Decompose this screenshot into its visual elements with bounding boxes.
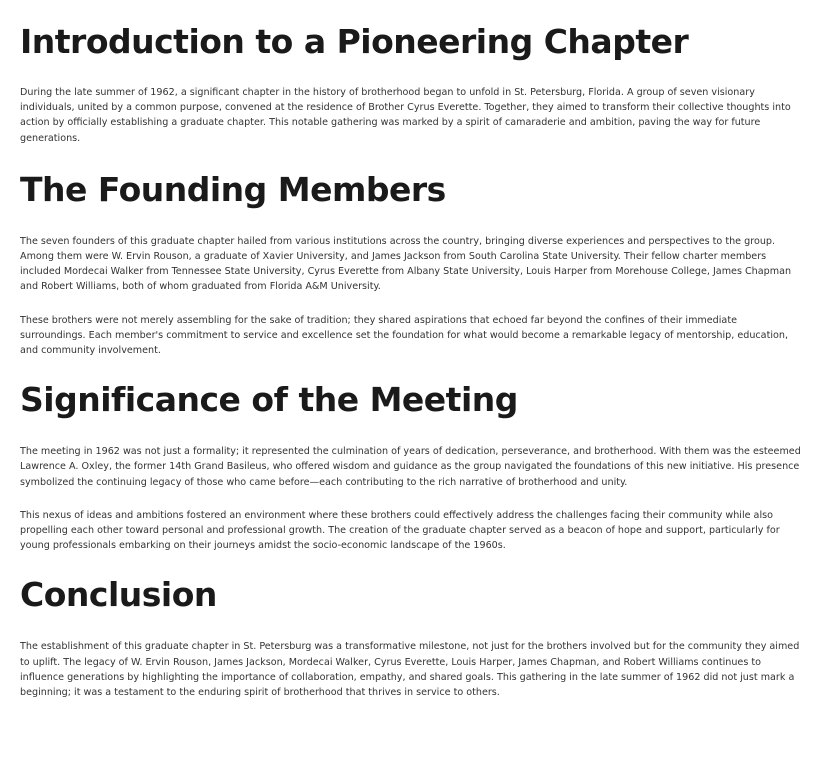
article	[0, 22, 825, 700]
paragraph-founding-members-1: The seven founders of this graduate chapter hailed from various institutions across the country, bringing diverse experiences and perspectives to the group. Among them were W. Ervin Rouson, a graduate of Xavier University, and James Jackson from South Carolina State University. Their fellow charter members included Mordecai Walker from Tennessee State University, Cyrus Everette from Albany State University, Louis Harper from Morehouse College, James Chapman and Robert Williams, both of whom graduated from Florida A&M University.	[20, 235, 792, 293]
section-heading-conclusion: Conclusion	[20, 575, 217, 615]
paragraph-founding-members-2: These brothers were not merely assembling for the sake of tradition; they shared aspirations that echoed far beyond the confines of their immediate surroundings. Each member's commitment to service and excellence set the foundation for what would become a remarkable legacy of mentorship, education, and community involvement.	[20, 314, 788, 357]
paragraph-significance-2: This nexus of ideas and ambitions fostered an environment where these brothers could effectively address the challenges facing their community while also propelling each other toward personal and professional growth. The creation of the graduate chapter served as a beacon of hope and support, particularly for young professionals embarking on their journeys amidst the socio-economic landscape of the 1960s.	[20, 509, 780, 552]
section-heading-introduction: Introduction to a Pioneering Chapter	[20, 22, 689, 61]
paragraph-introduction: During the late summer of 1962, a significant chapter in the history of brotherhood began to unfold in St. Petersburg, Florida. A group of seven visionary individuals, united by a common purpose, convened at the residence of Brother Cyrus Everette. Together, they aimed to transform their collective thoughts into action by officially establishing a graduate chapter. This notable gathering was marked by a spirit of camaraderie and ambition, paving the way for future generations.	[20, 87, 791, 144]
section-heading-significance: Significance of the Meeting	[20, 380, 518, 420]
paragraph-conclusion: The establishment of this graduate chapter in St. Petersburg was a transformative milestone, not just for the brothers involved but for the community they aimed to uplift. The legacy of W. Ervin Rouson, James Jackson, Mordecai Walker, Cyrus Everette, Louis Harper, James Chapman, and Robert Williams continues to influence generations by highlighting the importance of collaboration, empathy, and shared goals. This gathering in the late summer of 1962 did not just mark a beginning; it was a testament to the enduring spirit of brotherhood that thrives in service to others.	[20, 641, 800, 699]
section-heading-founding-members: The Founding Members	[20, 169, 446, 209]
paragraph-significance-1: The meeting in 1962 was not just a formality; it represented the culmination of years of dedication, perseverance, and brotherhood. With them was the esteemed Lawrence A. Oxley, the former 14th Grand Basileus, who offered wisdom and guidance as the group navigated the foundations of this new initiative. His presence symbolized the continuing legacy of those who came before—each contributing to the rich narrative of brotherhood and unity.	[20, 446, 801, 488]
